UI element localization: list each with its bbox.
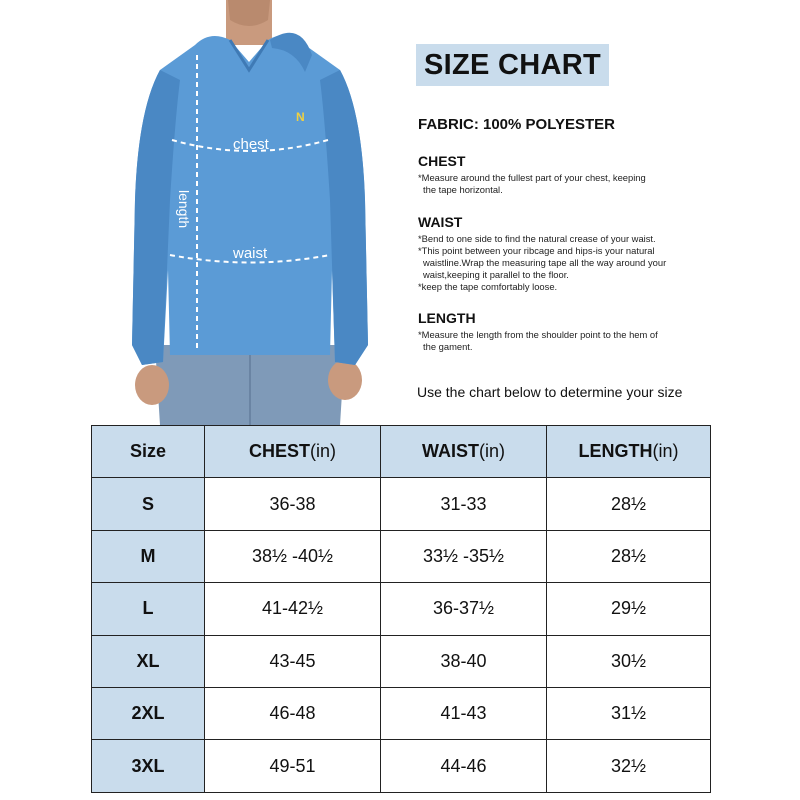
- waist-instructions: [418, 233, 690, 293]
- chest-label: chest: [233, 136, 269, 153]
- instruction-line: *keep the tape comfortably loose.: [418, 281, 558, 292]
- chest-instructions: [418, 172, 690, 196]
- chest-cell: 36-38: [205, 478, 381, 530]
- page-title: SIZE CHART: [424, 48, 601, 81]
- table-row: [92, 635, 711, 687]
- table-row: [92, 478, 711, 530]
- length-cell: 30½: [547, 635, 711, 687]
- waist-cell: 44-46: [381, 740, 547, 792]
- length-cell: 28½: [547, 478, 711, 530]
- instruction-line: the gament.: [423, 341, 473, 352]
- chest-cell: 43-45: [205, 635, 381, 687]
- length-cell: 32½: [547, 740, 711, 792]
- chest-heading: CHEST: [418, 153, 466, 169]
- waist-heading: WAIST: [418, 214, 463, 230]
- fabric-info: FABRIC: 100% POLYESTER: [418, 116, 615, 133]
- waist-label: waist: [233, 245, 268, 262]
- header-length: LENGTH(in): [547, 426, 711, 478]
- length-instructions: [418, 329, 690, 353]
- length-cell: 28½: [547, 530, 711, 582]
- left-hand: [135, 365, 169, 405]
- waist-cell: 38-40: [381, 635, 547, 687]
- length-cell: 31½: [547, 687, 711, 739]
- instruction-line: waistline.Wrap the measuring tape all the way around your: [423, 257, 667, 268]
- length-cell: 29½: [547, 583, 711, 635]
- instruction-line: *Bend to one side to find the natural crease of your waist.: [418, 233, 656, 244]
- instruction-line: waist,keeping it parallel to the floor.: [423, 269, 569, 280]
- chest-cell: 49-51: [205, 740, 381, 792]
- product-photo: [100, 0, 400, 425]
- right-hand: [328, 360, 362, 400]
- header-chest: CHEST(in): [205, 426, 381, 478]
- chest-cell: 38½ -40½: [205, 530, 381, 582]
- table-row: [92, 583, 711, 635]
- length-heading: LENGTH: [418, 310, 476, 326]
- chin: [228, 0, 270, 26]
- instruction-line: *Measure around the fullest part of your chest, keeping: [418, 172, 646, 183]
- table-header-row: [92, 426, 711, 478]
- waist-cell: 33½ -35½: [381, 530, 547, 582]
- brand-logo: N: [296, 110, 305, 124]
- waist-cell: 41-43: [381, 687, 547, 739]
- chest-cell: 41-42½: [205, 583, 381, 635]
- size-cell: XL: [92, 635, 205, 687]
- size-chart-title-box: [416, 44, 609, 86]
- instruction-line: *Measure the length from the shoulder point to the hem of: [418, 329, 658, 340]
- size-cell: L: [92, 583, 205, 635]
- chest-cell: 46-48: [205, 687, 381, 739]
- waist-cell: 31-33: [381, 478, 547, 530]
- waist-cell: 36-37½: [381, 583, 547, 635]
- size-cell: 3XL: [92, 740, 205, 792]
- table-row: [92, 687, 711, 739]
- size-cell: M: [92, 530, 205, 582]
- table-row: [92, 530, 711, 582]
- use-chart-note: Use the chart below to determine your size: [417, 384, 683, 400]
- table-row: [92, 740, 711, 792]
- instruction-line: *This point between your ribcage and hips-is your natural: [418, 245, 655, 256]
- header-waist: WAIST(in): [381, 426, 547, 478]
- header-size: Size: [92, 426, 205, 478]
- size-cell: 2XL: [92, 687, 205, 739]
- size-cell: S: [92, 478, 205, 530]
- model-illustration: [100, 0, 400, 425]
- length-label: length: [176, 190, 192, 229]
- size-table: [91, 425, 711, 793]
- instruction-line: the tape horizontal.: [423, 184, 503, 195]
